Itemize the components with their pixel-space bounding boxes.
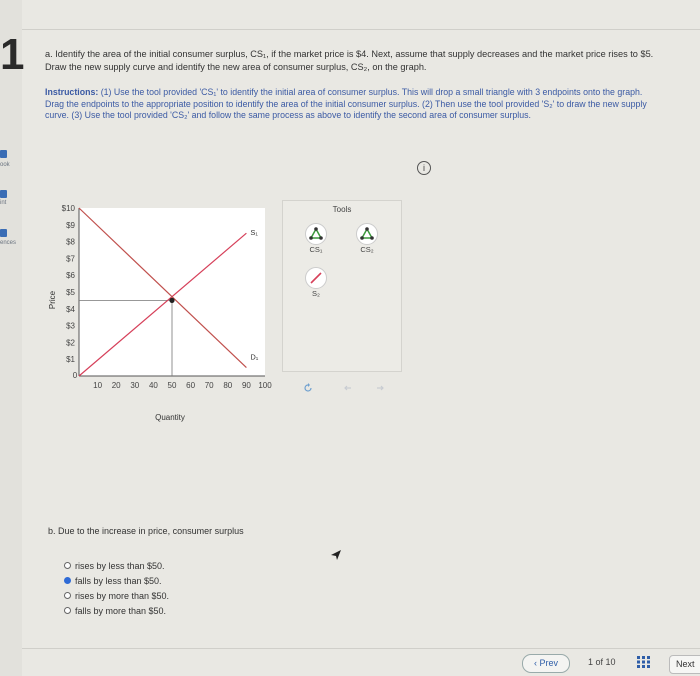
- instructions-body: (1) Use the tool provided 'CS₁' to identify the initial area of consumer surplus. This will drop a small triangle with 3 endpoints onto the graph. Drag the endpoints to the appropriate position to identify the area of the initial consumer surplus. (2) Then use the tool provided 'S₂' to draw the new supply curve. (3) Use the tool provided 'CS₂' and follow the same process as above to identify the second area of consumer surplus.: [45, 87, 647, 120]
- x-tick-label: 40: [148, 381, 158, 390]
- y-tick-label: $10: [61, 204, 75, 213]
- question-a-text: a. Identify the area of the initial consumer surplus, CS₁, if the market price is $4. Next, assume that supply decreases and the market price rises to $5. Draw the new supply curve and identify the new area of consumer surplus, CS₂, on the graph.: [45, 49, 654, 72]
- supply-label: S₁: [250, 228, 258, 238]
- page-indicator: 1 of 10: [588, 657, 616, 667]
- tool-cs2[interactable]: [354, 223, 380, 254]
- x-tick-label: 30: [130, 381, 140, 390]
- y-tick-label: $8: [66, 237, 75, 247]
- undo-icon[interactable]: [343, 383, 353, 395]
- ebook-icon[interactable]: [0, 150, 7, 158]
- prev-label: Prev: [539, 658, 558, 668]
- print-icon[interactable]: [0, 190, 7, 198]
- x-tick-label: 70: [204, 381, 214, 390]
- question-number: 1: [0, 30, 25, 79]
- option-0[interactable]: [64, 558, 169, 573]
- triangle-tool-icon: [356, 223, 378, 245]
- left-sidebar: [0, 0, 25, 676]
- references-icon[interactable]: [0, 229, 7, 237]
- redo-icon[interactable]: [375, 383, 385, 395]
- sidebar-item-print[interactable]: int: [0, 200, 7, 206]
- demand-label: D₁: [250, 352, 259, 362]
- y-tick-label: $5: [66, 288, 75, 297]
- question-b-text: b. Due to the increase in price, consumer surplus: [48, 526, 244, 536]
- y-tick-label: $6: [66, 271, 75, 281]
- tools-title: Tools: [332, 205, 352, 214]
- top-divider: [22, 29, 700, 30]
- equilibrium-point: [169, 298, 174, 303]
- reset-icon[interactable]: [303, 383, 313, 395]
- x-tick-label: 0: [72, 371, 78, 380]
- answer-options: [64, 558, 169, 618]
- footer-nav: [0, 650, 700, 676]
- tool-cs1-label: CS₁: [309, 245, 323, 254]
- radio-button[interactable]: [64, 562, 71, 569]
- x-tick-label: 10: [93, 381, 103, 390]
- instructions-text: [45, 87, 655, 122]
- grid-icon[interactable]: [637, 656, 650, 668]
- option-3[interactable]: [64, 603, 169, 618]
- x-tick-label: 60: [186, 381, 196, 390]
- x-tick-label: 50: [167, 381, 177, 390]
- footer-divider: [22, 648, 700, 649]
- sidebar-item-references[interactable]: ences: [0, 240, 17, 246]
- tool-cs1[interactable]: [303, 223, 329, 254]
- y-tick-label: $9: [66, 220, 75, 230]
- radio-button[interactable]: [64, 607, 71, 614]
- mouse-cursor-icon: [330, 548, 342, 566]
- tool-s2[interactable]: [303, 267, 329, 298]
- x-axis-label: Quantity: [155, 413, 185, 422]
- radio-button-selected[interactable]: [64, 577, 71, 584]
- y-tick-label: $2: [66, 338, 75, 348]
- instructions-label: Instructions:: [45, 87, 99, 97]
- option-label: rises by less than $50.: [75, 560, 165, 571]
- x-tick-label: 90: [241, 381, 251, 390]
- prev-button[interactable]: [522, 654, 570, 673]
- triangle-tool-icon: [305, 223, 327, 245]
- y-tick-label: $4: [66, 304, 75, 314]
- sidebar-item-ebook[interactable]: ook: [0, 162, 10, 168]
- x-tick-label: 100: [258, 381, 272, 390]
- supply-demand-graph[interactable]: [45, 190, 280, 430]
- option-2[interactable]: [64, 588, 169, 603]
- option-label: falls by more than $50.: [75, 605, 167, 616]
- line-tool-icon: [305, 267, 327, 289]
- y-tick-label: $1: [66, 355, 75, 365]
- tool-cs2-label: CS₂: [360, 245, 374, 254]
- chevron-left-icon: ‹: [533, 658, 540, 668]
- y-axis-label: Price: [48, 290, 57, 310]
- info-icon[interactable]: i: [417, 161, 431, 175]
- tool-s2-label: S₂: [312, 289, 320, 298]
- x-tick-label: 20: [111, 381, 121, 390]
- tools-panel: [282, 200, 402, 372]
- option-label: rises by more than $50.: [75, 590, 170, 601]
- y-tick-label: $7: [66, 254, 75, 264]
- radio-button[interactable]: [64, 592, 71, 599]
- option-label: falls by less than $50.: [75, 575, 162, 586]
- option-1[interactable]: [64, 573, 169, 588]
- y-tick-label: $3: [66, 321, 75, 331]
- x-tick-label: 80: [223, 381, 233, 390]
- next-button[interactable]: Next: [669, 655, 700, 674]
